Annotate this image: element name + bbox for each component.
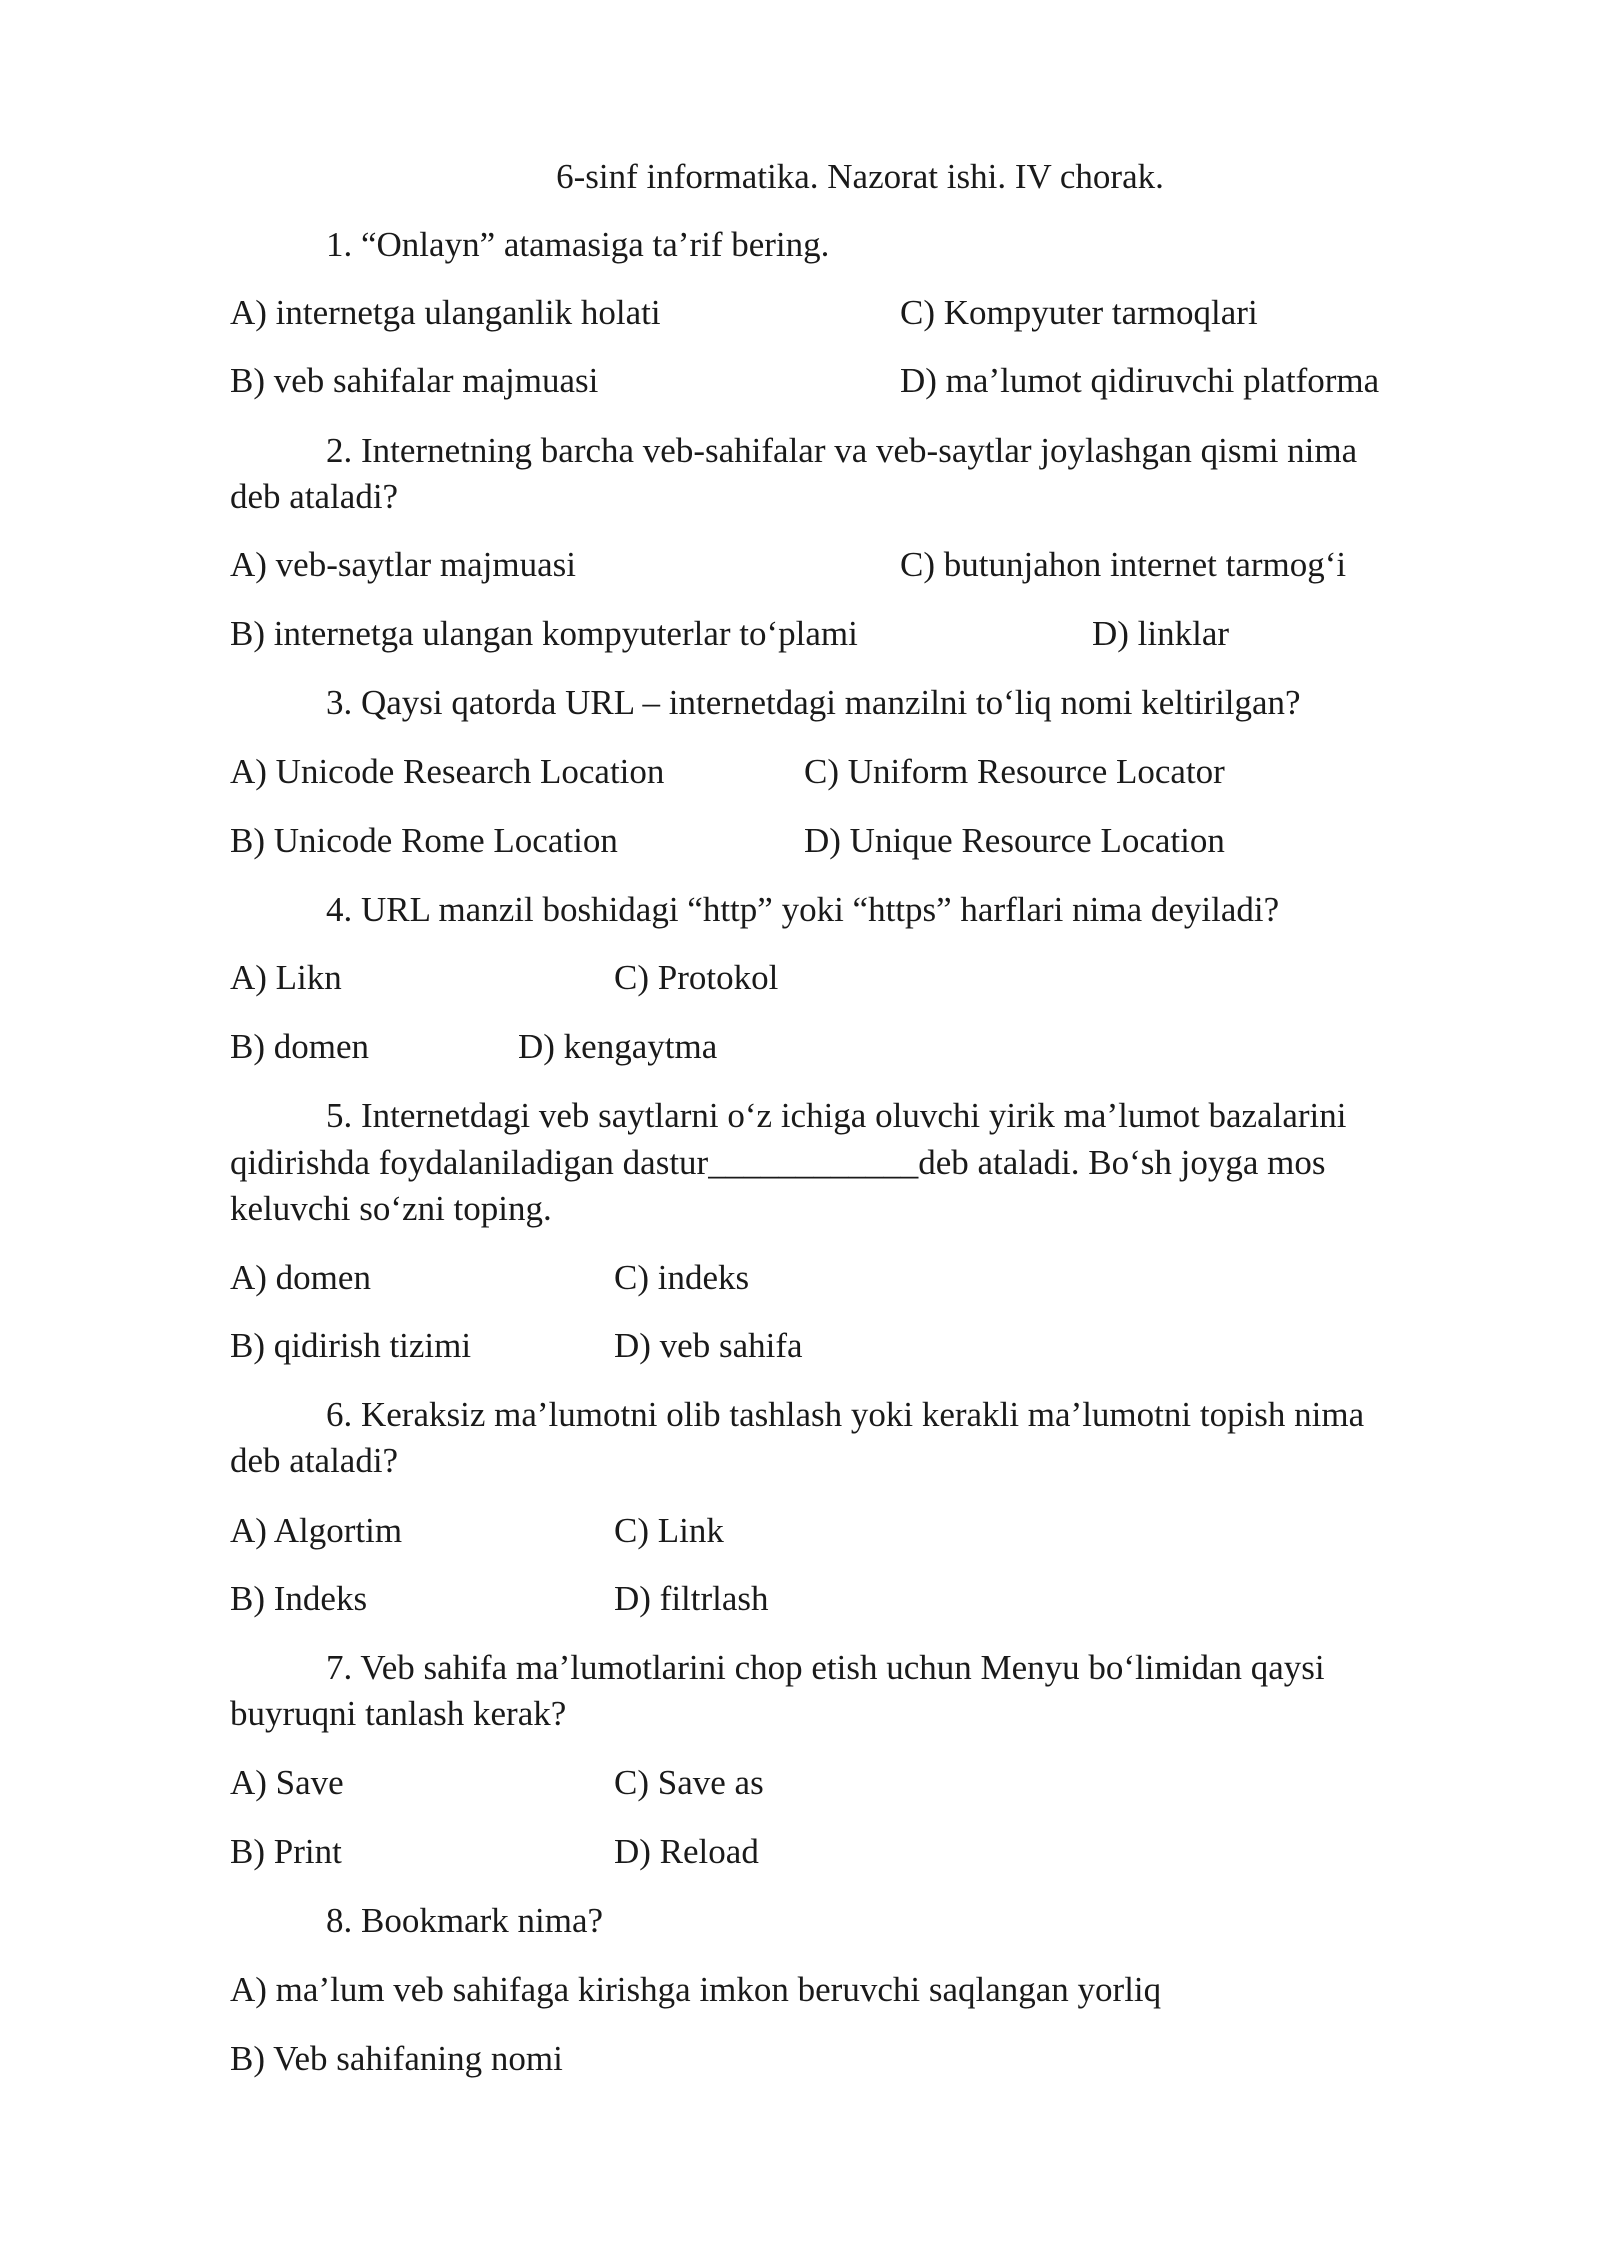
question-6-option-c: C) Link: [614, 1511, 724, 1550]
question-3-text: 3. Qaysi qatorda URL – internetdagi manzilni to‘liq nomi keltirilgan?: [326, 683, 1301, 722]
page-title: 6-sinf informatika. Nazorat ishi. IV chorak.: [556, 157, 1164, 196]
question-5-option-a: A) domen: [230, 1258, 371, 1297]
question-7-option-b: B) Print: [230, 1832, 342, 1871]
question-2-option-d: D) linklar: [1092, 614, 1230, 653]
question-5-option-c: C) indeks: [614, 1258, 750, 1297]
question-6-text-cont: deb ataladi?: [230, 1441, 399, 1480]
question-6-option-d: D) filtrlash: [614, 1579, 769, 1618]
question-3-option-b: B) Unicode Rome Location: [230, 821, 618, 860]
question-1-text: 1. “Onlayn” atamasiga ta’rif bering.: [326, 225, 830, 264]
question-6-text: 6. Keraksiz ma’lumotni olib tashlash yoki kerakli ma’lumotni topish nima: [326, 1395, 1365, 1434]
question-2-option-b: B) internetga ulangan kompyuterlar to‘plami: [230, 614, 858, 653]
question-7-option-c: C) Save as: [614, 1763, 764, 1802]
question-4-option-b: B) domen: [230, 1027, 370, 1066]
question-4-option-c: C) Protokol: [614, 958, 779, 997]
question-3-option-a: A) Unicode Research Location: [230, 752, 665, 791]
question-2-text-cont: deb ataladi?: [230, 477, 399, 516]
question-7-text: 7. Veb sahifa ma’lumotlarini chop etish uchun Menyu bo‘limidan qaysi: [326, 1648, 1325, 1687]
question-7-option-a: A) Save: [230, 1763, 344, 1802]
question-5-text-cont: qidirishda foydalaniladigan dastur____________deb ataladi. Bo‘sh joyga mos: [230, 1143, 1326, 1182]
question-3-option-d: D) Unique Resource Location: [804, 821, 1225, 860]
question-1-option-d: D) ma’lumot qidiruvchi platforma: [900, 361, 1380, 400]
question-8-option-a: A) ma’lum veb sahifaga kirishga imkon beruvchi saqlangan yorliq: [230, 1970, 1162, 2009]
question-2-text: 2. Internetning barcha veb-sahifalar va veb-saytlar joylashgan qismi nima: [326, 431, 1358, 470]
question-7-text-cont: buyruqni tanlash kerak?: [230, 1694, 567, 1733]
question-5-option-b: B) qidirish tizimi: [230, 1326, 472, 1365]
question-2-option-c: C) butunjahon internet tarmog‘i: [900, 545, 1347, 584]
question-1-option-c: C) Kompyuter tarmoqlari: [900, 293, 1258, 332]
question-1-option-b: B) veb sahifalar majmuasi: [230, 361, 599, 400]
question-5-text-cont2: keluvchi so‘zni toping.: [230, 1189, 552, 1228]
question-6-option-a: A) Algortim: [230, 1511, 403, 1550]
question-6-option-b: B) Indeks: [230, 1579, 368, 1618]
question-5-text: 5. Internetdagi veb saytlarni o‘z ichiga oluvchi yirik ma’lumot bazalarini: [326, 1096, 1347, 1135]
question-4-text: 4. URL manzil boshidagi “http” yoki “https” harflari nima deyiladi?: [326, 890, 1280, 929]
question-3-option-c: C) Uniform Resource Locator: [804, 752, 1225, 791]
question-4-option-d: D) kengaytma: [518, 1027, 718, 1066]
question-8-text: 8. Bookmark nima?: [326, 1901, 604, 1940]
question-2-option-a: A) veb-saytlar majmuasi: [230, 545, 577, 584]
question-5-option-d: D) veb sahifa: [614, 1326, 803, 1365]
question-4-option-a: A) Likn: [230, 958, 342, 997]
question-1-option-a: A) internetga ulanganlik holati: [230, 293, 661, 332]
question-8-option-b: B) Veb sahifaning nomi: [230, 2039, 563, 2078]
question-7-option-d: D) Reload: [614, 1832, 759, 1871]
